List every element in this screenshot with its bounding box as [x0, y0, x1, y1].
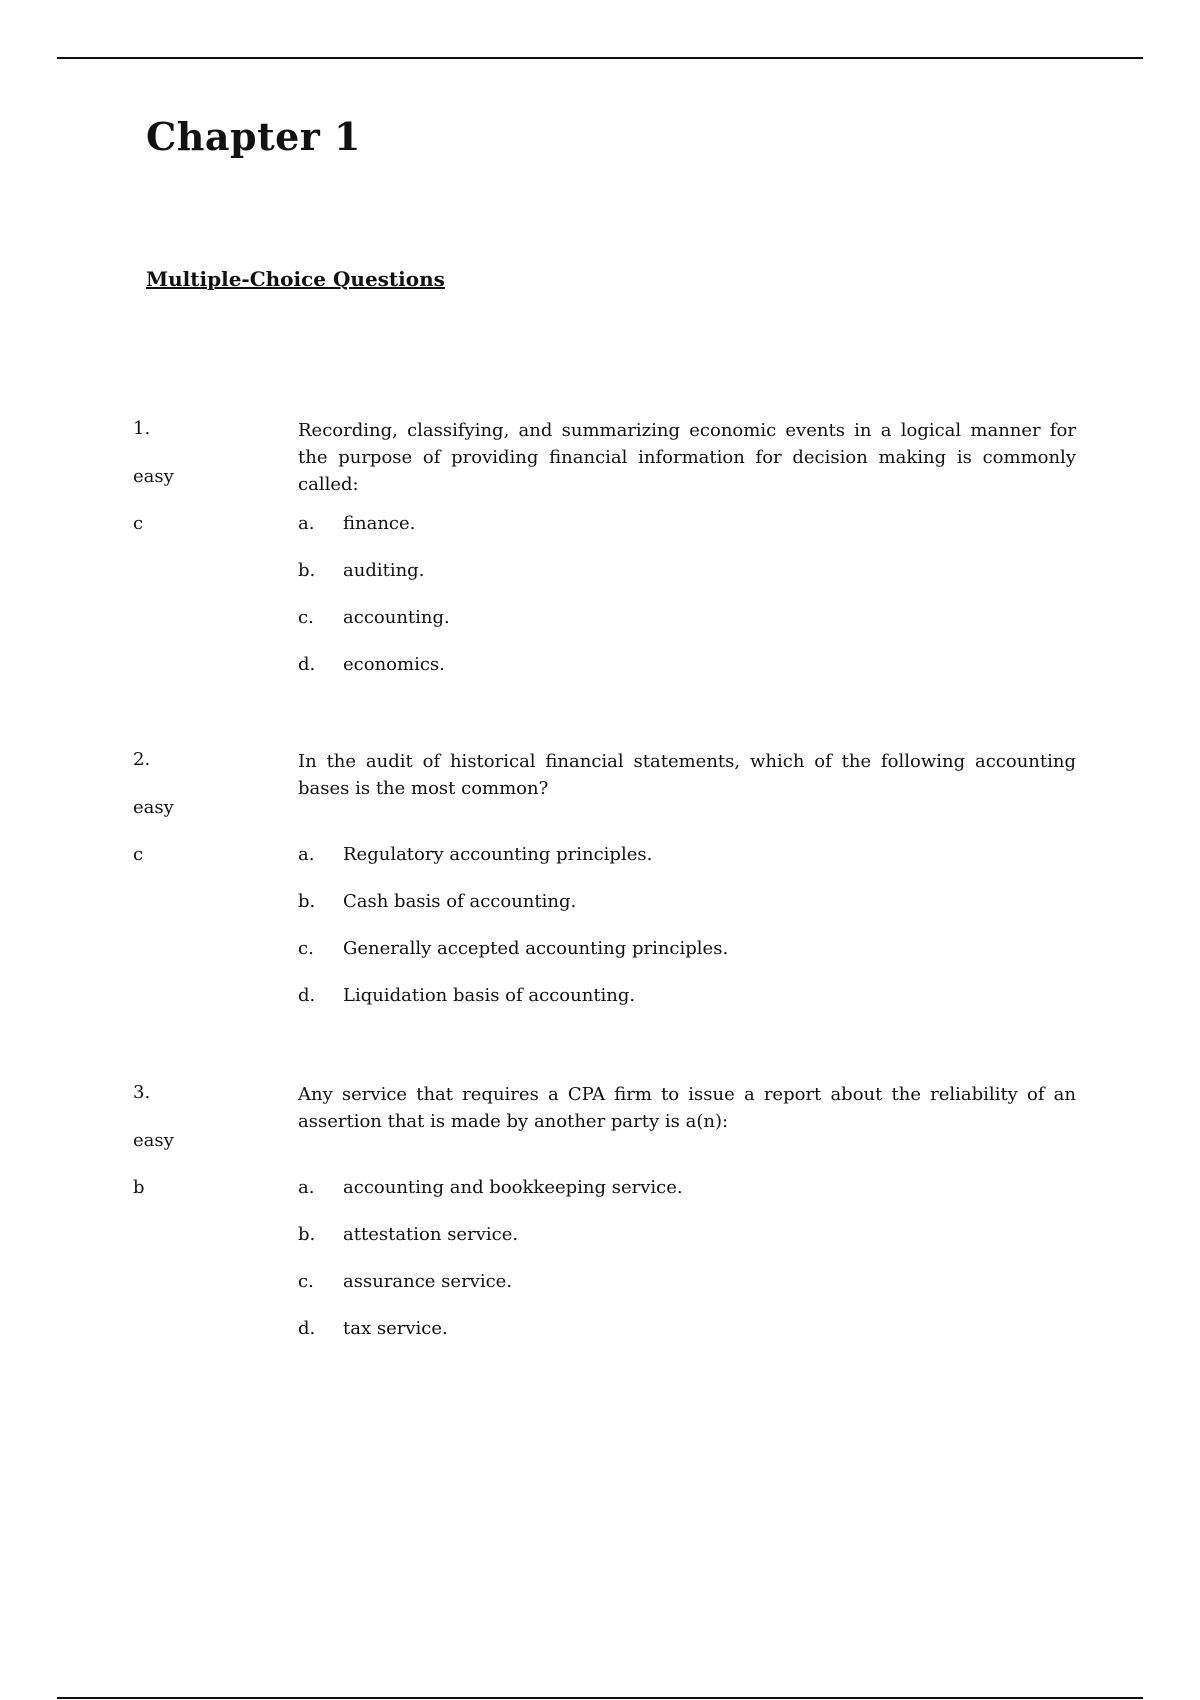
question-difficulty: easy	[133, 466, 174, 487]
question-number: 3.	[133, 1082, 151, 1103]
option-text: tax service.	[343, 1318, 448, 1339]
option-text: finance.	[343, 513, 416, 534]
option-c	[298, 606, 1078, 630]
question-number: 1.	[133, 418, 151, 439]
option-text: assurance service.	[343, 1271, 513, 1292]
option-text: Regulatory accounting principles.	[343, 844, 653, 865]
option-d	[298, 653, 1078, 677]
option-letter: a.	[298, 513, 315, 534]
option-text: accounting.	[343, 607, 450, 628]
option-b	[298, 890, 1078, 914]
option-d	[298, 1317, 1078, 1341]
option-letter: d.	[298, 654, 316, 675]
question-answer-key: c	[133, 844, 144, 865]
option-b	[298, 1223, 1078, 1247]
option-text: Liquidation basis of accounting.	[343, 985, 636, 1006]
option-d	[298, 984, 1078, 1008]
option-letter: d.	[298, 1318, 316, 1339]
option-letter: c.	[298, 1271, 314, 1292]
question-number: 2.	[133, 749, 151, 770]
question-answer-key: b	[133, 1177, 145, 1198]
question-text: Recording, classifying, and summarizing economic events in a logical manner for the purpose of providing financial information for decision making is commonly called:	[298, 420, 1076, 495]
question-difficulty: easy	[133, 797, 174, 818]
question-answer-key: c	[133, 513, 144, 534]
section-heading: Multiple-Choice Questions	[146, 267, 445, 291]
option-letter: a.	[298, 844, 315, 865]
option-text: Cash basis of accounting.	[343, 891, 577, 912]
chapter-title: Chapter 1	[146, 114, 361, 159]
option-letter: c.	[298, 607, 314, 628]
option-text: accounting and bookkeeping service.	[343, 1177, 683, 1198]
question-text: In the audit of historical financial statements, which of the following accounting bases is the most common?	[298, 751, 1076, 799]
option-letter: b.	[298, 891, 316, 912]
option-a	[298, 512, 1078, 536]
option-text: Generally accepted accounting principles.	[343, 938, 729, 959]
option-c	[298, 937, 1078, 961]
option-letter: b.	[298, 1224, 316, 1245]
header-rule	[57, 57, 1143, 59]
option-a	[298, 843, 1078, 867]
question-text: Any service that requires a CPA firm to issue a report about the reliability of an assertion that is made by another party is a(n):	[298, 1084, 1076, 1132]
option-text: economics.	[343, 654, 445, 675]
option-letter: d.	[298, 985, 316, 1006]
option-text: auditing.	[343, 560, 425, 581]
option-text: attestation service.	[343, 1224, 519, 1245]
footer-rule	[57, 1697, 1143, 1699]
option-b	[298, 559, 1078, 583]
option-letter: b.	[298, 560, 316, 581]
option-c	[298, 1270, 1078, 1294]
option-letter: a.	[298, 1177, 315, 1198]
question-difficulty: easy	[133, 1130, 174, 1151]
option-a	[298, 1176, 1078, 1200]
option-letter: c.	[298, 938, 314, 959]
